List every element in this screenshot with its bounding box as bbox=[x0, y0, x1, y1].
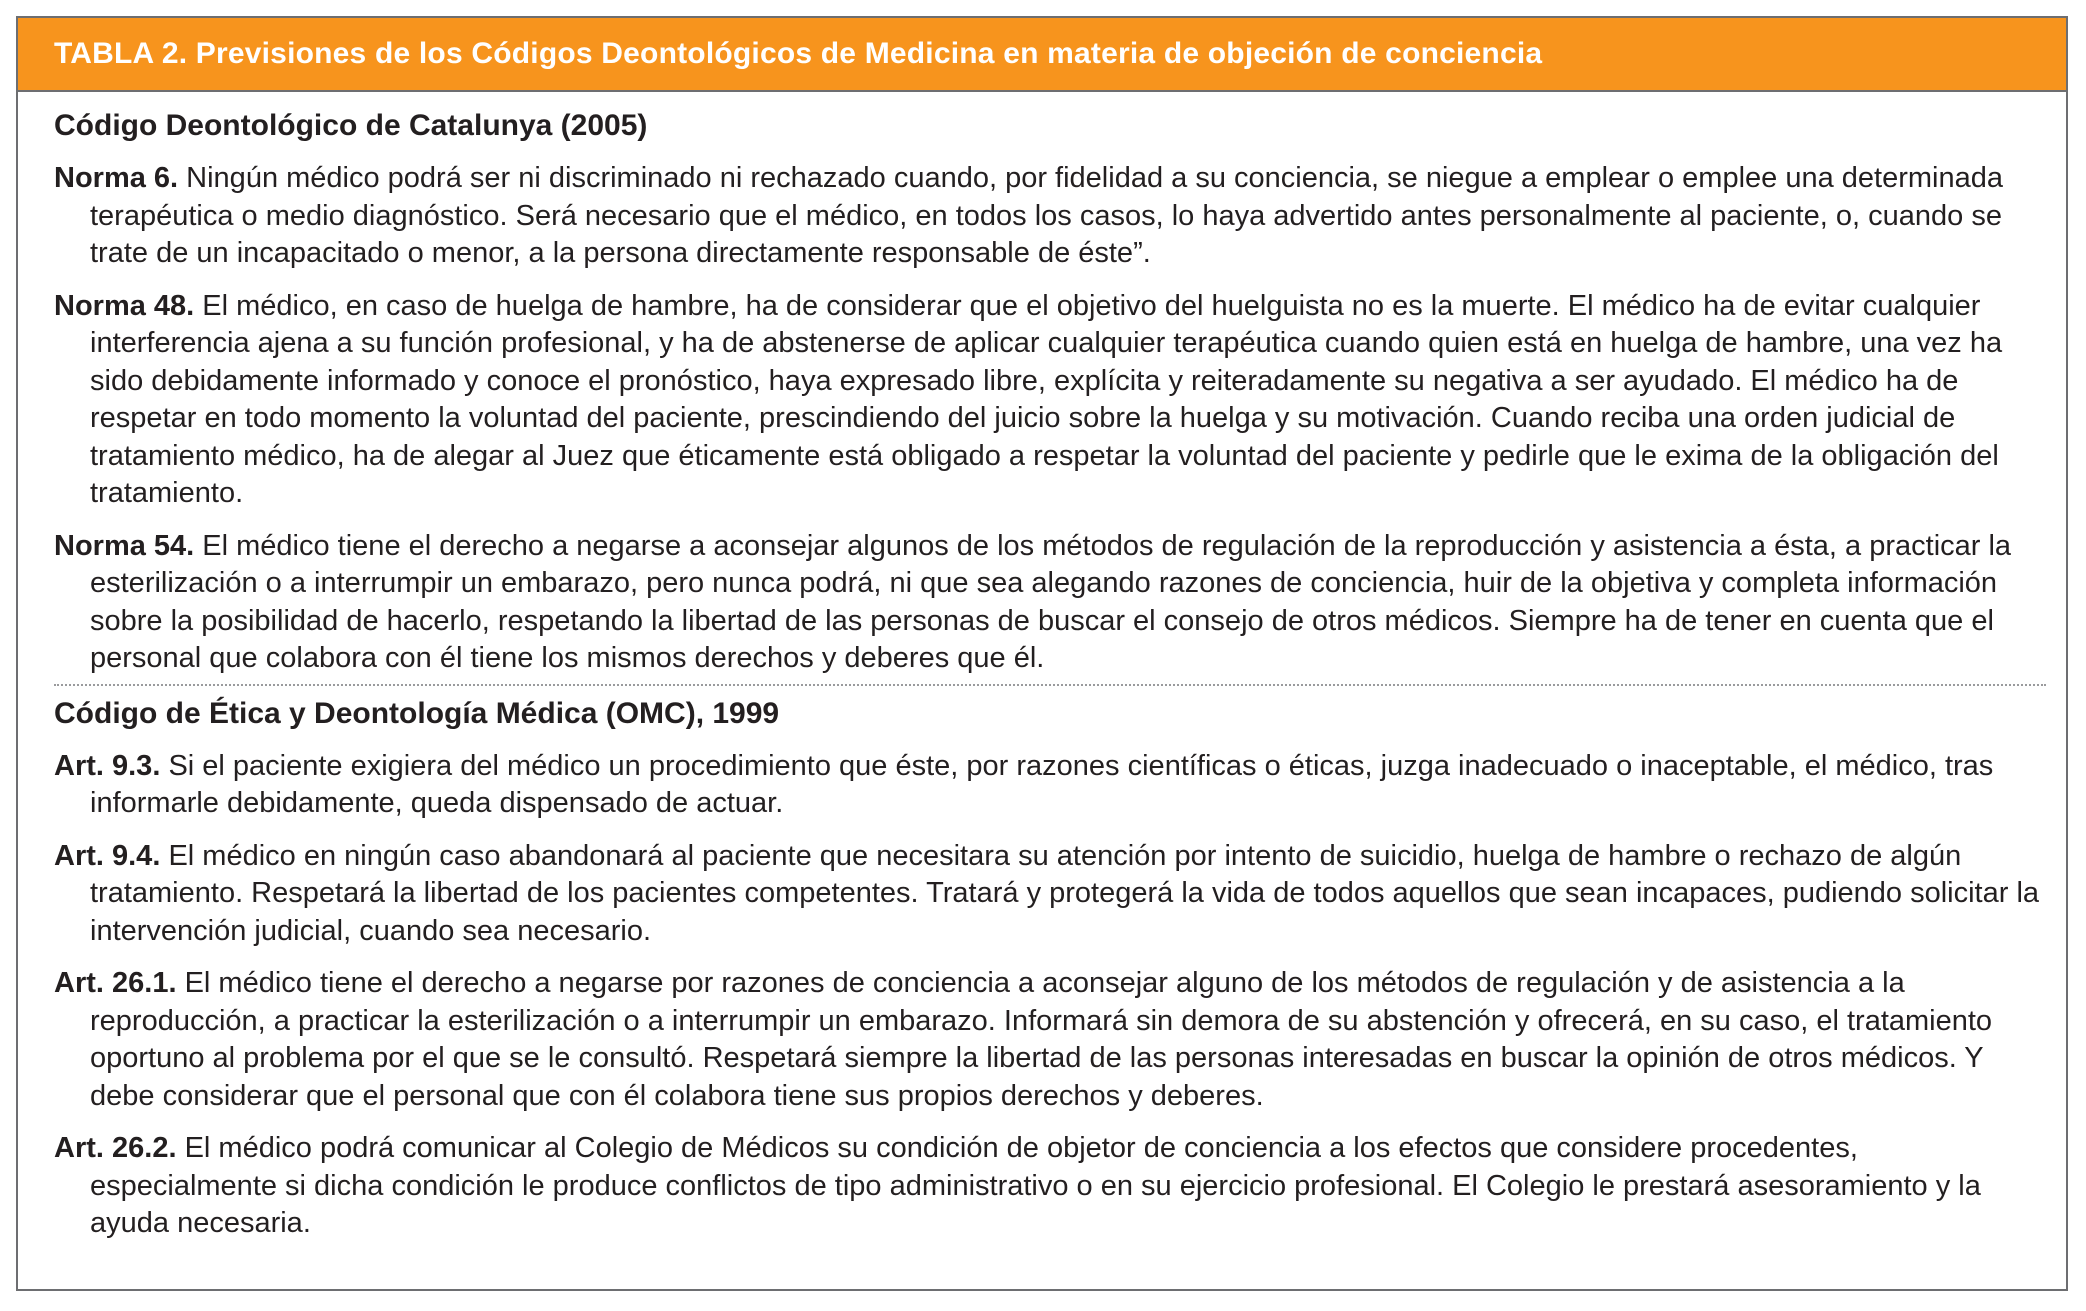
entry-text: Si el paciente exigiera del médico un procedimiento que éste, por razones científicas o éticas, juzga inadecuado o inaceptable, el médico, tras informarle debidamente, queda dispensado de actuar. bbox=[90, 749, 1994, 819]
entry-norma-54 bbox=[54, 528, 2042, 678]
section-title: Código de Ética y Deontología Médica (OMC), 1999 bbox=[54, 696, 780, 730]
table-title: TABLA 2. Previsiones de los Códigos Deontológicos de Medicina en materia de objeción de conciencia bbox=[54, 37, 1543, 70]
entry-label: Art. 26.1. bbox=[54, 967, 177, 999]
section-catalunya bbox=[54, 106, 2042, 678]
entry-text: Ningún médico podrá ser ni discriminado ni rechazado cuando, por fidelidad a su conciencia, se niegue a emplear o emplee una determinada terapéutica o medio diagnóstico. Será necesario que el médico, en todos los casos, lo haya advertido antes personalmente al paciente, o, cuando se trate de un incapacitado o menor, a la persona directamente responsable de éste”. bbox=[90, 162, 2004, 269]
entry-art-26-1 bbox=[54, 965, 2042, 1115]
entry-art-26-2 bbox=[54, 1130, 2042, 1243]
section-title: Código Deontológico de Catalunya (2005) bbox=[54, 109, 648, 142]
table-container bbox=[16, 16, 2068, 1291]
entry-norma-48 bbox=[54, 288, 2042, 513]
entry-label: Art. 9.3. bbox=[54, 749, 161, 782]
entry-label: Norma 6. bbox=[54, 162, 179, 194]
entry-text: El médico tiene el derecho a negarse por razones de conciencia a aconsejar alguno de los métodos de regulación y de asistencia a la reproducción, a practicar la esterilización o a interrumpir un embarazo. Informará sin demora de su abstención y ofrecerá, en su caso, el tratamiento oportuno al problema por el que se le consultó. Respetará siempre la libertad de las personas interesadas en buscar la opinión de otros médicos. Y debe considerar que el personal que con él colabora tiene sus propios derechos y deberes. bbox=[90, 967, 1993, 1112]
entry-text: El médico podrá comunicar al Colegio de Médicos su condición de objetor de conciencia a los efectos que considere procedentes, especialmente si dicha condición le produce conflictos de tipo administrativo o en su ejercicio profesional. El Colegio le prestará asesoramiento y la ayuda necesaria. bbox=[90, 1132, 1981, 1239]
entry-art-9-4 bbox=[54, 838, 2042, 951]
table-header bbox=[18, 18, 2066, 92]
entry-text: El médico, en caso de huelga de hambre, ha de considerar que el objetivo del huelguista no es la muerte. El médico ha de evitar cualquier interferencia ajena a su función profesional, y ha de abstenerse de aplicar cualquier terapéutica cuando quien está en huelga de hambre, una vez ha sido debidamente informado y conoce el pronóstico, haya expresado libre, explícita y reiteradamente su negativa a ser ayudado. El médico ha de respetar en todo momento la voluntad del paciente, prescindiendo del juicio sobre la huelga y su motivación. Cuando reciba una orden judicial de tratamiento médico, ha de alegar al Juez que éticamente está obligado a respetar la voluntad del paciente y pedirle que le exima de la obligación del tratamiento. bbox=[90, 289, 2003, 509]
entry-label: Art. 26.2. bbox=[54, 1132, 177, 1164]
entry-art-9-3 bbox=[54, 748, 2042, 823]
entry-label: Norma 54. bbox=[54, 529, 195, 562]
section-omc bbox=[54, 694, 2042, 1243]
entry-text: El médico en ningún caso abandonará al paciente que necesitara su atención por intento de suicidio, huelga de hambre o rechazo de algún tratamiento. Respetará la libertad de los pacientes competentes. Tratará y protegerá la vida de todos aquellos que sean incapaces, pudiendo solicitar la intervención judicial, cuando sea necesario. bbox=[90, 839, 2040, 947]
entry-label: Art. 9.4. bbox=[54, 839, 161, 872]
entry-norma-6 bbox=[54, 160, 2042, 273]
table-body bbox=[18, 92, 2066, 1243]
entry-text: El médico tiene el derecho a negarse a aconsejar algunos de los métodos de regulación de la reproducción y asistencia a ésta, a practicar la esterilización o a interrumpir un embarazo, pero nunca podrá, ni que sea alegando razones de conciencia, huir de la objetiva y completa información sobre la posibilidad de hacerlo, respetando la libertad de las personas de buscar el consejo de otros médicos. Siempre ha de tener en cuenta que el personal que colabora con él tiene los mismos derechos y deberes que él. bbox=[90, 529, 2012, 674]
entry-label: Norma 48. bbox=[54, 289, 195, 322]
section-divider bbox=[54, 684, 2046, 686]
